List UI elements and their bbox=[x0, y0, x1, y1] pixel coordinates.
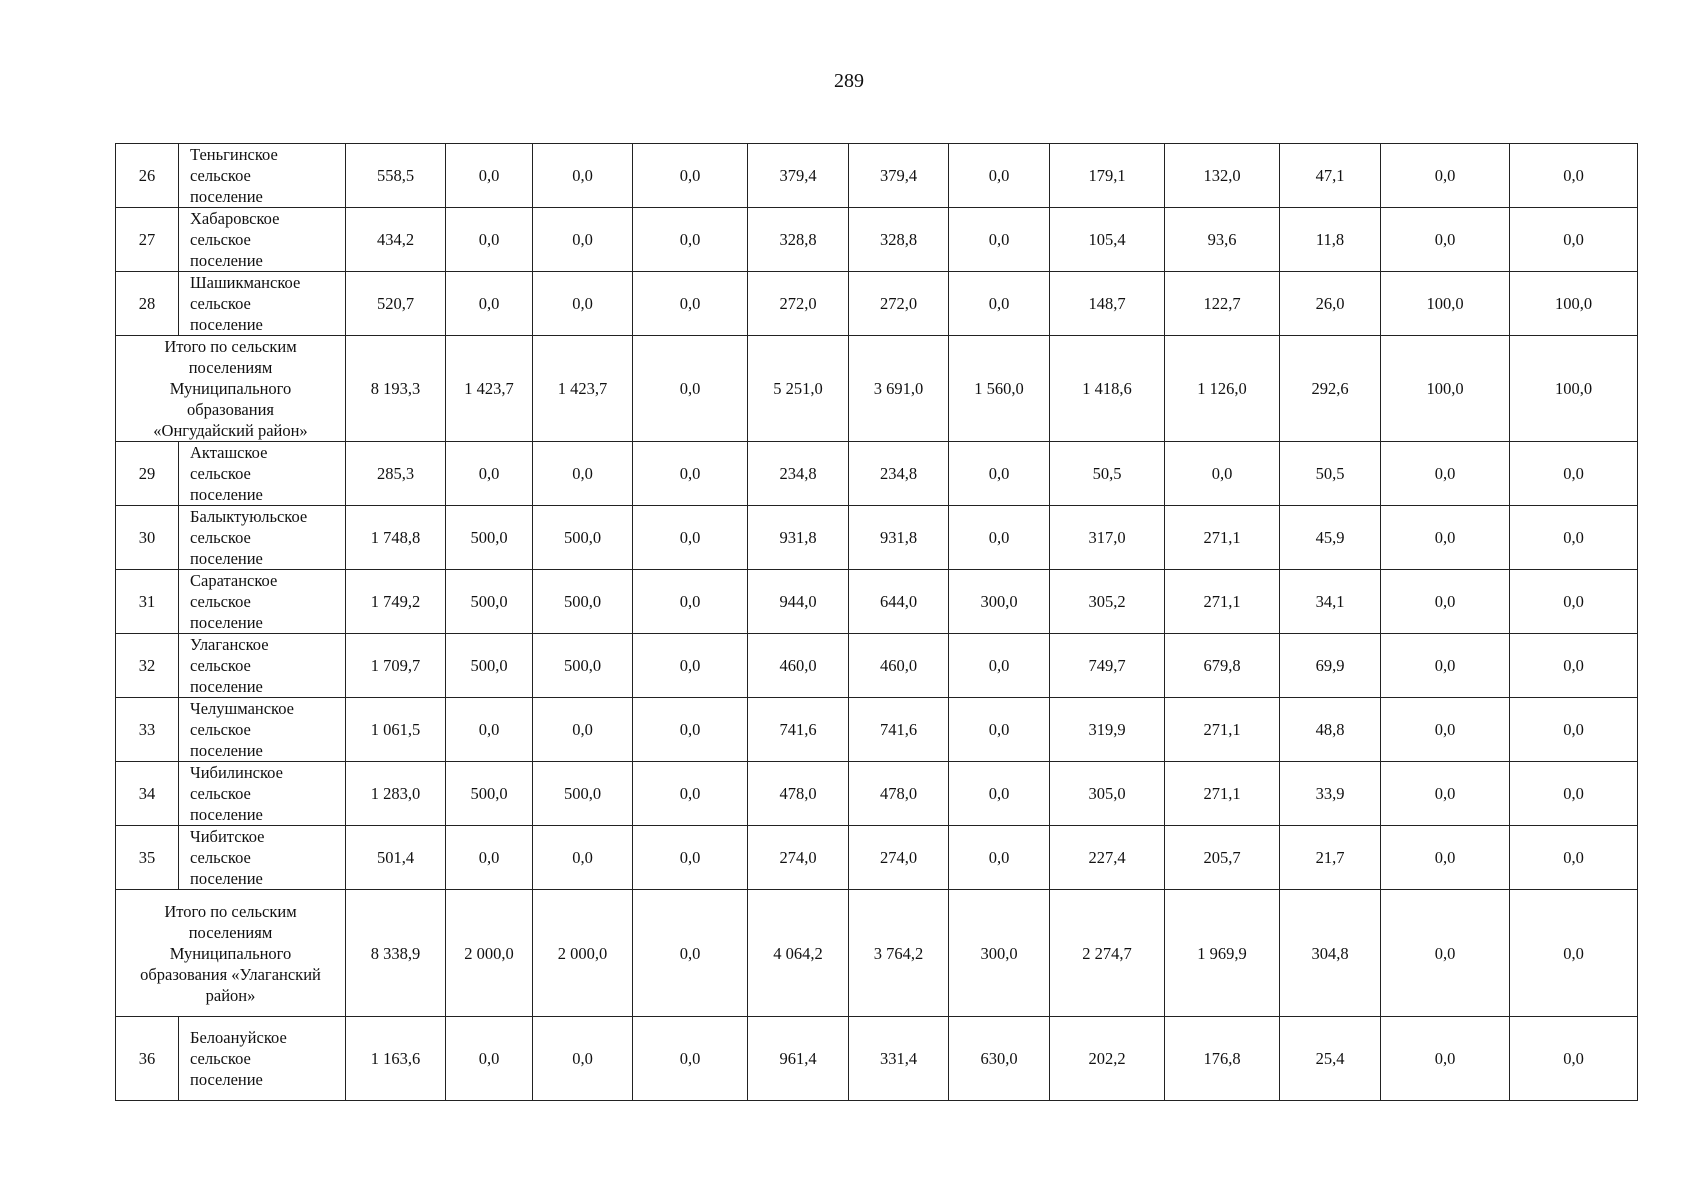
value-cell: 45,9 bbox=[1280, 506, 1381, 570]
value-cell: 0,0 bbox=[1381, 144, 1510, 208]
value-cell: 0,0 bbox=[1381, 442, 1510, 506]
value-cell: 1 423,7 bbox=[446, 336, 533, 442]
value-cell: 300,0 bbox=[949, 570, 1050, 634]
value-cell: 0,0 bbox=[1381, 208, 1510, 272]
row-number: 33 bbox=[116, 698, 179, 762]
value-cell: 331,4 bbox=[849, 1017, 949, 1101]
value-cell: 3 691,0 bbox=[849, 336, 949, 442]
settlement-name-line: сельское bbox=[190, 230, 251, 249]
value-cell: 679,8 bbox=[1165, 634, 1280, 698]
subtotal-label-line: Итого по сельским bbox=[164, 337, 297, 356]
value-cell: 0,0 bbox=[633, 634, 748, 698]
settlement-name-line: сельское bbox=[190, 656, 251, 675]
value-cell: 478,0 bbox=[748, 762, 849, 826]
settlement-name-line: поселение bbox=[190, 187, 263, 206]
value-cell: 176,8 bbox=[1165, 1017, 1280, 1101]
settlement-name-line: Шашикманское bbox=[190, 273, 301, 292]
value-cell: 0,0 bbox=[633, 442, 748, 506]
value-cell: 1 969,9 bbox=[1165, 890, 1280, 1017]
value-cell: 0,0 bbox=[949, 762, 1050, 826]
value-cell: 0,0 bbox=[533, 698, 633, 762]
value-cell: 500,0 bbox=[446, 762, 533, 826]
value-cell: 0,0 bbox=[1381, 762, 1510, 826]
row-number: 29 bbox=[116, 442, 179, 506]
settlement-name bbox=[179, 506, 346, 570]
value-cell: 0,0 bbox=[1381, 890, 1510, 1017]
value-cell: 460,0 bbox=[748, 634, 849, 698]
value-cell: 1 061,5 bbox=[346, 698, 446, 762]
value-cell: 0,0 bbox=[1381, 698, 1510, 762]
value-cell: 271,1 bbox=[1165, 698, 1280, 762]
settlement-name bbox=[179, 208, 346, 272]
table-row bbox=[116, 272, 1638, 336]
value-cell: 8 338,9 bbox=[346, 890, 446, 1017]
row-number: 32 bbox=[116, 634, 179, 698]
value-cell: 132,0 bbox=[1165, 144, 1280, 208]
value-cell: 0,0 bbox=[1381, 506, 1510, 570]
table-row bbox=[116, 144, 1638, 208]
value-cell: 100,0 bbox=[1510, 272, 1638, 336]
table-row bbox=[116, 1017, 1638, 1101]
value-cell: 0,0 bbox=[1381, 634, 1510, 698]
value-cell: 179,1 bbox=[1050, 144, 1165, 208]
value-cell: 26,0 bbox=[1280, 272, 1381, 336]
value-cell: 202,2 bbox=[1050, 1017, 1165, 1101]
value-cell: 931,8 bbox=[748, 506, 849, 570]
value-cell: 5 251,0 bbox=[748, 336, 849, 442]
settlement-name bbox=[179, 1017, 346, 1101]
subtotal-label-line: район» bbox=[205, 985, 256, 1005]
settlement-name-line: Улаганское bbox=[190, 635, 269, 654]
value-cell: 500,0 bbox=[533, 762, 633, 826]
value-cell: 305,0 bbox=[1050, 762, 1165, 826]
value-cell: 300,0 bbox=[949, 890, 1050, 1017]
value-cell: 100,0 bbox=[1381, 272, 1510, 336]
settlement-name-line: поселение bbox=[190, 315, 263, 334]
table-row bbox=[116, 634, 1638, 698]
value-cell: 234,8 bbox=[748, 442, 849, 506]
value-cell: 0,0 bbox=[633, 272, 748, 336]
value-cell: 0,0 bbox=[949, 634, 1050, 698]
value-cell: 2 274,7 bbox=[1050, 890, 1165, 1017]
value-cell: 105,4 bbox=[1050, 208, 1165, 272]
value-cell: 500,0 bbox=[446, 506, 533, 570]
settlement-name bbox=[179, 272, 346, 336]
value-cell: 0,0 bbox=[633, 570, 748, 634]
settlement-name-line: поселение bbox=[190, 1070, 263, 1089]
value-cell: 500,0 bbox=[533, 570, 633, 634]
settlement-name-line: сельское bbox=[190, 528, 251, 547]
value-cell: 0,0 bbox=[633, 208, 748, 272]
value-cell: 148,7 bbox=[1050, 272, 1165, 336]
settlement-name-line: Чибилинское bbox=[190, 763, 283, 782]
settlement-name-line: поселение bbox=[190, 485, 263, 504]
value-cell: 0,0 bbox=[446, 698, 533, 762]
settlement-name-line: поселение bbox=[190, 549, 263, 568]
table-row bbox=[116, 208, 1638, 272]
value-cell: 379,4 bbox=[849, 144, 949, 208]
settlement-name-line: сельское bbox=[190, 1049, 251, 1068]
settlement-name-line: Хабаровское bbox=[190, 209, 280, 228]
value-cell: 0,0 bbox=[949, 826, 1050, 890]
value-cell: 0,0 bbox=[633, 144, 748, 208]
value-cell: 1 749,2 bbox=[346, 570, 446, 634]
value-cell: 305,2 bbox=[1050, 570, 1165, 634]
value-cell: 272,0 bbox=[748, 272, 849, 336]
value-cell: 11,8 bbox=[1280, 208, 1381, 272]
value-cell: 0,0 bbox=[1510, 698, 1638, 762]
value-cell: 944,0 bbox=[748, 570, 849, 634]
value-cell: 47,1 bbox=[1280, 144, 1381, 208]
value-cell: 100,0 bbox=[1510, 336, 1638, 442]
value-cell: 0,0 bbox=[533, 1017, 633, 1101]
value-cell: 0,0 bbox=[1381, 570, 1510, 634]
value-cell: 1 560,0 bbox=[949, 336, 1050, 442]
settlement-name bbox=[179, 634, 346, 698]
settlement-name-line: сельское bbox=[190, 848, 251, 867]
subtotal-label-line: образования «Улаганский bbox=[140, 964, 321, 984]
value-cell: 100,0 bbox=[1381, 336, 1510, 442]
value-cell: 0,0 bbox=[1510, 208, 1638, 272]
table-body bbox=[116, 144, 1638, 1101]
value-cell: 520,7 bbox=[346, 272, 446, 336]
value-cell: 1 283,0 bbox=[346, 762, 446, 826]
value-cell: 1 126,0 bbox=[1165, 336, 1280, 442]
settlement-name-line: поселение bbox=[190, 805, 263, 824]
settlement-name-line: Белоануйское bbox=[190, 1028, 287, 1047]
settlement-name-line: поселение bbox=[190, 869, 263, 888]
row-number: 35 bbox=[116, 826, 179, 890]
subtotal-label-line: Итого по сельским bbox=[164, 901, 297, 921]
value-cell: 0,0 bbox=[446, 1017, 533, 1101]
subtotal-label bbox=[116, 890, 346, 1017]
settlement-name bbox=[179, 144, 346, 208]
value-cell: 630,0 bbox=[949, 1017, 1050, 1101]
value-cell: 0,0 bbox=[633, 506, 748, 570]
settlement-name bbox=[179, 826, 346, 890]
value-cell: 319,9 bbox=[1050, 698, 1165, 762]
value-cell: 234,8 bbox=[849, 442, 949, 506]
value-cell: 272,0 bbox=[849, 272, 949, 336]
value-cell: 0,0 bbox=[1165, 442, 1280, 506]
subtotal-row bbox=[116, 336, 1638, 442]
table-row bbox=[116, 570, 1638, 634]
table-row bbox=[116, 762, 1638, 826]
value-cell: 931,8 bbox=[849, 506, 949, 570]
value-cell: 328,8 bbox=[849, 208, 949, 272]
subtotal-label-line: поселениям bbox=[188, 922, 273, 942]
value-cell: 500,0 bbox=[446, 570, 533, 634]
value-cell: 34,1 bbox=[1280, 570, 1381, 634]
value-cell: 379,4 bbox=[748, 144, 849, 208]
value-cell: 0,0 bbox=[446, 208, 533, 272]
value-cell: 274,0 bbox=[849, 826, 949, 890]
value-cell: 50,5 bbox=[1050, 442, 1165, 506]
page-number: 289 bbox=[834, 70, 864, 92]
settlement-name-line: поселение bbox=[190, 251, 263, 270]
value-cell: 25,4 bbox=[1280, 1017, 1381, 1101]
value-cell: 0,0 bbox=[949, 208, 1050, 272]
value-cell: 0,0 bbox=[633, 762, 748, 826]
value-cell: 500,0 bbox=[533, 634, 633, 698]
value-cell: 1 418,6 bbox=[1050, 336, 1165, 442]
settlement-name-line: Саратанское bbox=[190, 571, 278, 590]
value-cell: 749,7 bbox=[1050, 634, 1165, 698]
value-cell: 644,0 bbox=[849, 570, 949, 634]
table-row bbox=[116, 506, 1638, 570]
value-cell: 961,4 bbox=[748, 1017, 849, 1101]
value-cell: 0,0 bbox=[533, 826, 633, 890]
value-cell: 122,7 bbox=[1165, 272, 1280, 336]
value-cell: 0,0 bbox=[949, 506, 1050, 570]
subtotal-row bbox=[116, 890, 1638, 1017]
value-cell: 0,0 bbox=[1510, 144, 1638, 208]
table-row bbox=[116, 826, 1638, 890]
value-cell: 0,0 bbox=[533, 208, 633, 272]
value-cell: 0,0 bbox=[446, 272, 533, 336]
value-cell: 501,4 bbox=[346, 826, 446, 890]
value-cell: 0,0 bbox=[1510, 762, 1638, 826]
value-cell: 0,0 bbox=[1510, 506, 1638, 570]
value-cell: 0,0 bbox=[446, 442, 533, 506]
value-cell: 0,0 bbox=[949, 698, 1050, 762]
settlement-name-line: Акташское bbox=[190, 443, 268, 462]
subtotal-label-line: Муниципального bbox=[169, 379, 292, 398]
value-cell: 271,1 bbox=[1165, 570, 1280, 634]
value-cell: 2 000,0 bbox=[533, 890, 633, 1017]
value-cell: 0,0 bbox=[633, 336, 748, 442]
settlement-name bbox=[179, 698, 346, 762]
row-number: 26 bbox=[116, 144, 179, 208]
value-cell: 292,6 bbox=[1280, 336, 1381, 442]
settlement-name-line: Теньгинское bbox=[190, 145, 278, 164]
value-cell: 304,8 bbox=[1280, 890, 1381, 1017]
value-cell: 0,0 bbox=[533, 272, 633, 336]
value-cell: 0,0 bbox=[633, 1017, 748, 1101]
value-cell: 4 064,2 bbox=[748, 890, 849, 1017]
subtotal-label-line: «Онгудайский район» bbox=[153, 421, 308, 440]
value-cell: 500,0 bbox=[533, 506, 633, 570]
settlement-name-line: сельское bbox=[190, 784, 251, 803]
settlement-name-line: сельское bbox=[190, 166, 251, 185]
value-cell: 0,0 bbox=[1510, 890, 1638, 1017]
settlement-name bbox=[179, 570, 346, 634]
value-cell: 0,0 bbox=[446, 144, 533, 208]
value-cell: 0,0 bbox=[949, 144, 1050, 208]
settlement-name bbox=[179, 762, 346, 826]
value-cell: 21,7 bbox=[1280, 826, 1381, 890]
settlement-name-line: поселение bbox=[190, 613, 263, 632]
value-cell: 478,0 bbox=[849, 762, 949, 826]
budget-table bbox=[115, 143, 1638, 1101]
value-cell: 741,6 bbox=[748, 698, 849, 762]
table-row bbox=[116, 698, 1638, 762]
value-cell: 8 193,3 bbox=[346, 336, 446, 442]
value-cell: 0,0 bbox=[1381, 1017, 1510, 1101]
value-cell: 271,1 bbox=[1165, 506, 1280, 570]
value-cell: 274,0 bbox=[748, 826, 849, 890]
value-cell: 317,0 bbox=[1050, 506, 1165, 570]
value-cell: 3 764,2 bbox=[849, 890, 949, 1017]
value-cell: 1 423,7 bbox=[533, 336, 633, 442]
row-number: 30 bbox=[116, 506, 179, 570]
value-cell: 271,1 bbox=[1165, 762, 1280, 826]
value-cell: 0,0 bbox=[949, 442, 1050, 506]
settlement-name-line: поселение bbox=[190, 741, 263, 760]
value-cell: 460,0 bbox=[849, 634, 949, 698]
row-number: 27 bbox=[116, 208, 179, 272]
settlement-name-line: сельское bbox=[190, 592, 251, 611]
value-cell: 0,0 bbox=[1510, 634, 1638, 698]
settlement-name-line: Балыктуюльское bbox=[190, 507, 308, 526]
value-cell: 558,5 bbox=[346, 144, 446, 208]
value-cell: 2 000,0 bbox=[446, 890, 533, 1017]
value-cell: 0,0 bbox=[1510, 826, 1638, 890]
value-cell: 0,0 bbox=[633, 826, 748, 890]
settlement-name-line: сельское bbox=[190, 720, 251, 739]
value-cell: 0,0 bbox=[1510, 570, 1638, 634]
value-cell: 0,0 bbox=[949, 272, 1050, 336]
settlement-name-line: сельское bbox=[190, 294, 251, 313]
value-cell: 1 163,6 bbox=[346, 1017, 446, 1101]
subtotal-label-line: поселениям bbox=[188, 358, 273, 377]
value-cell: 285,3 bbox=[346, 442, 446, 506]
subtotal-label bbox=[116, 336, 346, 442]
row-number: 31 bbox=[116, 570, 179, 634]
settlement-name-line: Челушманское bbox=[190, 699, 294, 718]
value-cell: 48,8 bbox=[1280, 698, 1381, 762]
value-cell: 0,0 bbox=[1510, 442, 1638, 506]
settlement-name bbox=[179, 442, 346, 506]
value-cell: 500,0 bbox=[446, 634, 533, 698]
value-cell: 50,5 bbox=[1280, 442, 1381, 506]
subtotal-label-line: Муниципального bbox=[169, 943, 292, 963]
value-cell: 69,9 bbox=[1280, 634, 1381, 698]
settlement-name-line: Чибитское bbox=[190, 827, 265, 846]
value-cell: 93,6 bbox=[1165, 208, 1280, 272]
value-cell: 328,8 bbox=[748, 208, 849, 272]
value-cell: 1 709,7 bbox=[346, 634, 446, 698]
value-cell: 0,0 bbox=[633, 890, 748, 1017]
table-row bbox=[116, 442, 1638, 506]
value-cell: 434,2 bbox=[346, 208, 446, 272]
subtotal-label-line: образования bbox=[186, 400, 275, 419]
row-number: 36 bbox=[116, 1017, 179, 1101]
value-cell: 741,6 bbox=[849, 698, 949, 762]
value-cell: 0,0 bbox=[533, 442, 633, 506]
value-cell: 0,0 bbox=[633, 698, 748, 762]
value-cell: 0,0 bbox=[533, 144, 633, 208]
settlement-name-line: сельское bbox=[190, 464, 251, 483]
value-cell: 227,4 bbox=[1050, 826, 1165, 890]
value-cell: 205,7 bbox=[1165, 826, 1280, 890]
value-cell: 33,9 bbox=[1280, 762, 1381, 826]
value-cell: 0,0 bbox=[1381, 826, 1510, 890]
value-cell: 0,0 bbox=[446, 826, 533, 890]
settlement-name-line: поселение bbox=[190, 677, 263, 696]
value-cell: 0,0 bbox=[1510, 1017, 1638, 1101]
row-number: 28 bbox=[116, 272, 179, 336]
row-number: 34 bbox=[116, 762, 179, 826]
value-cell: 1 748,8 bbox=[346, 506, 446, 570]
